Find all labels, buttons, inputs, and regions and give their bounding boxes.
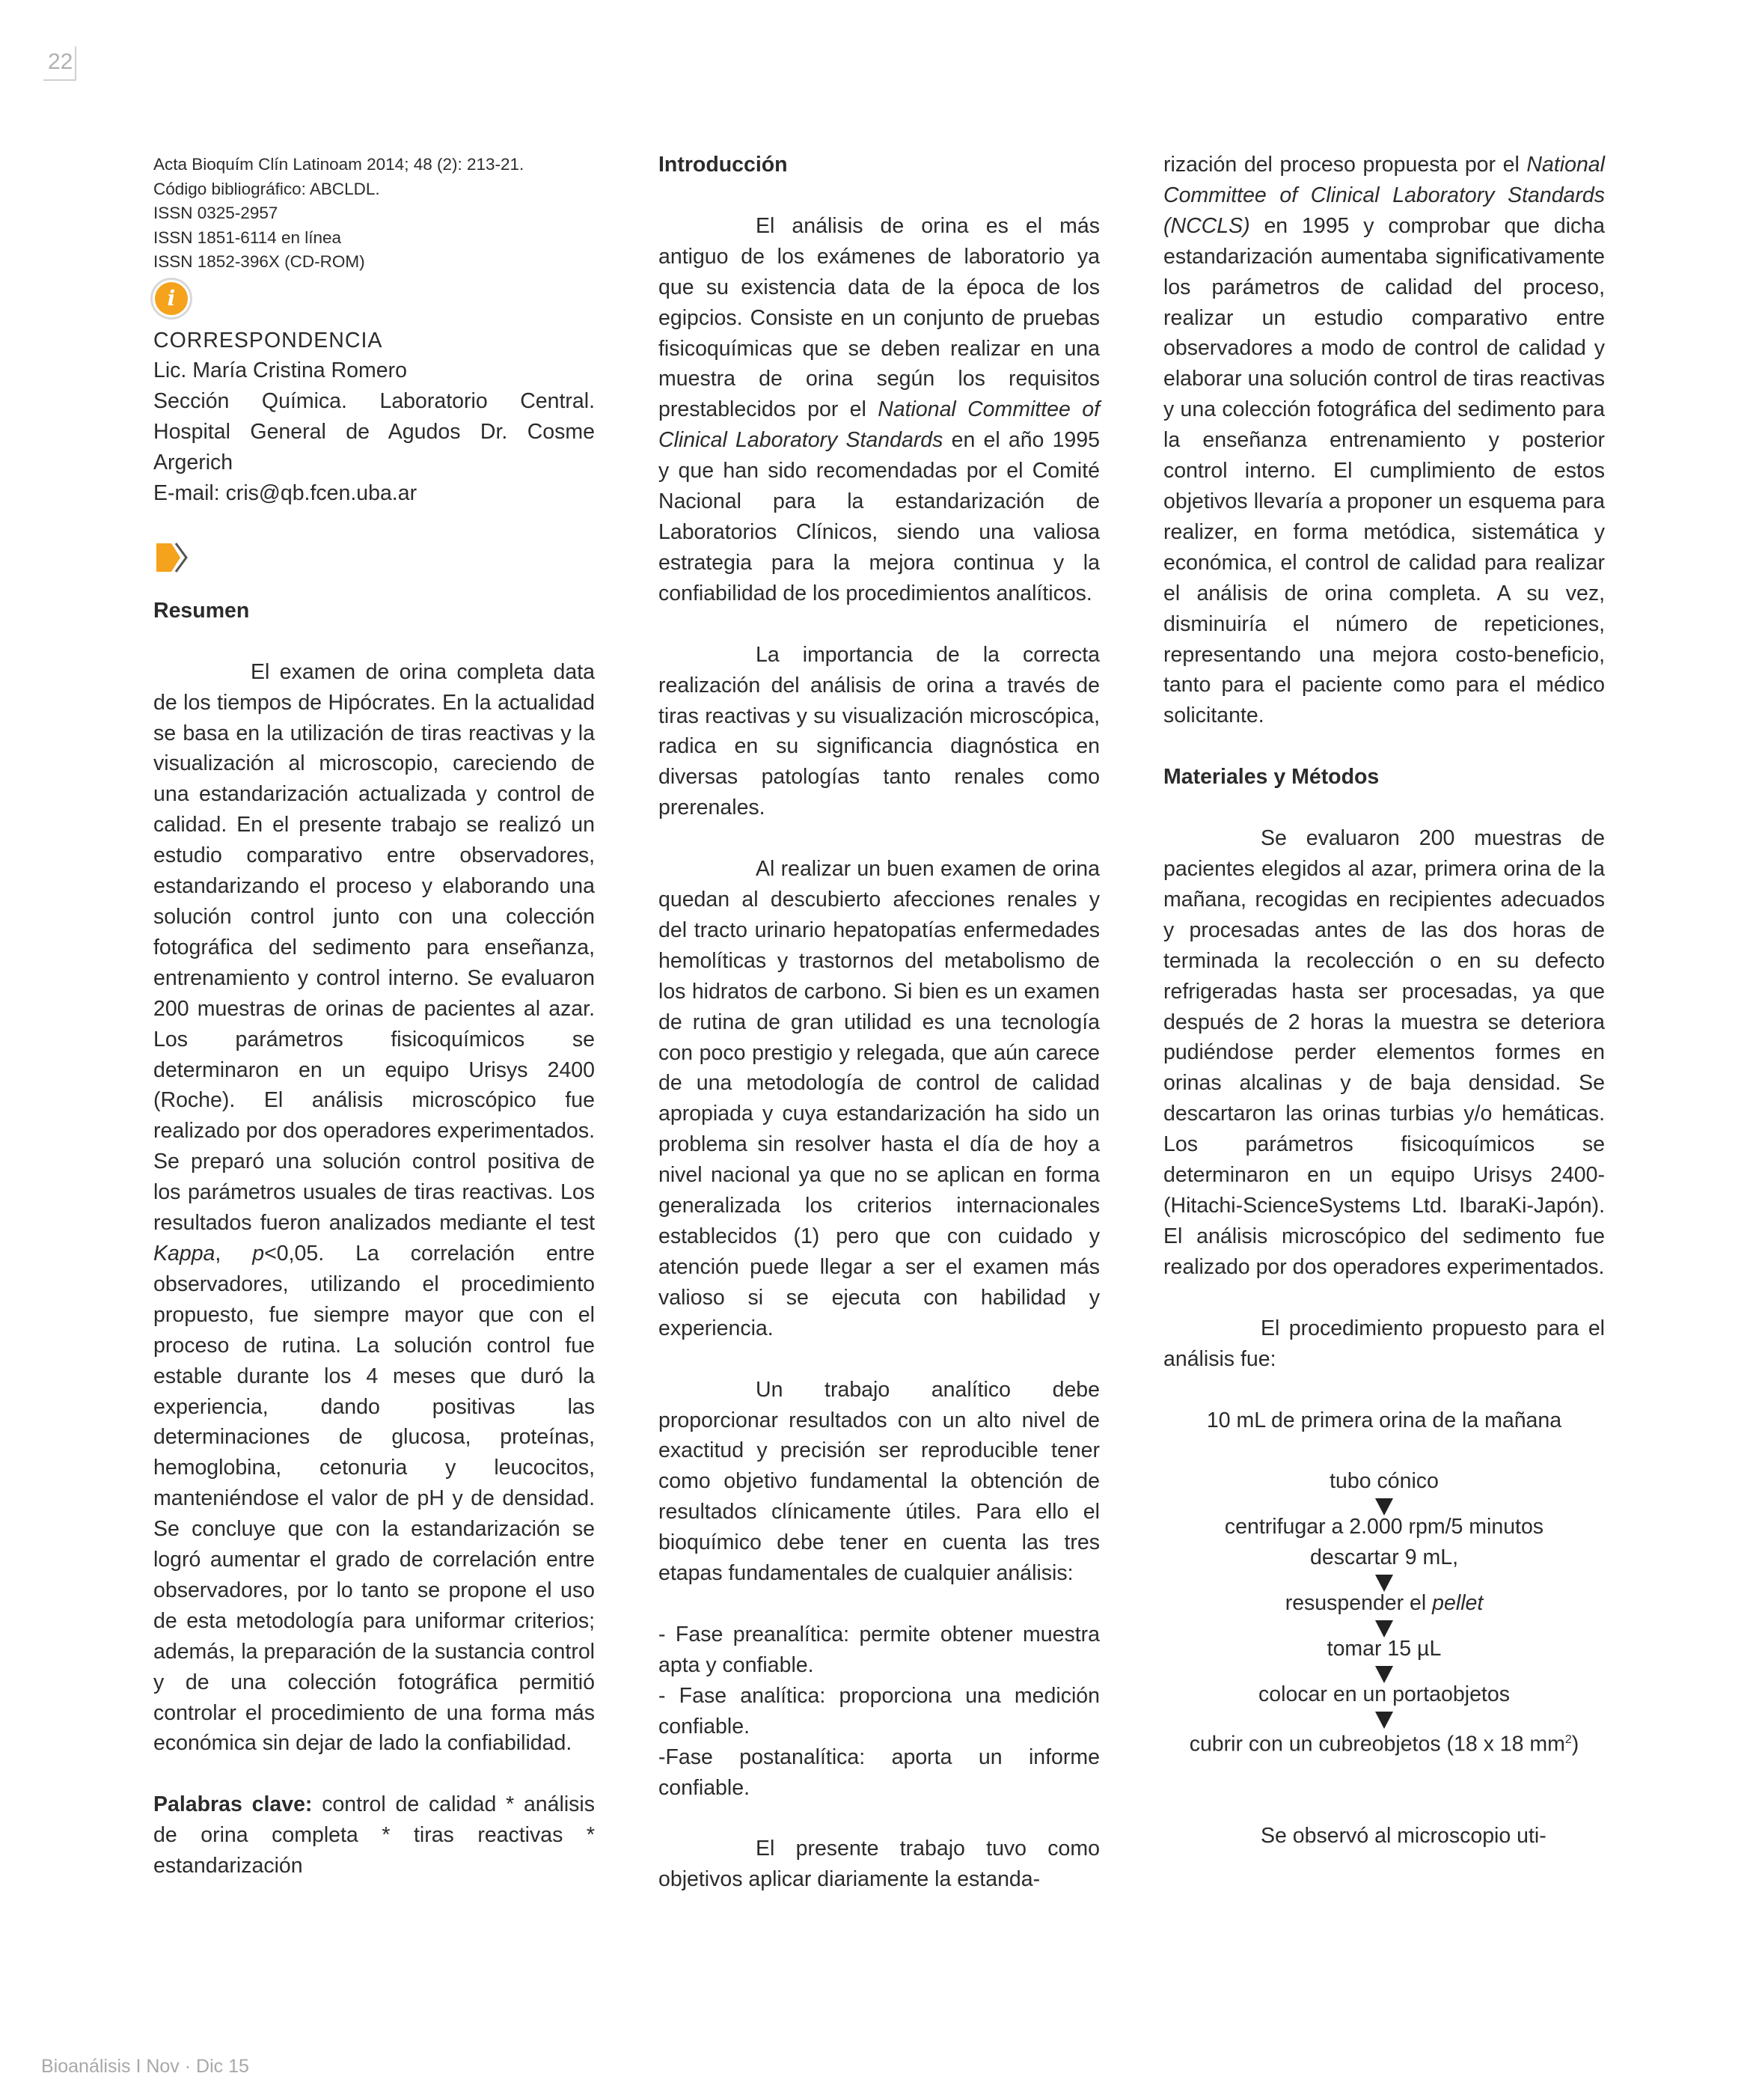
- flow-step-1: 10 mL de primera orina de la mañana: [1206, 1408, 1562, 1432]
- correspondence-name: Lic. María Cristina Romero: [153, 358, 407, 383]
- column-middle: [658, 150, 1100, 1895]
- col3-last-line: Se observó al microscopio uti-: [1261, 1824, 1546, 1849]
- intro-heading: Introducción: [658, 153, 788, 177]
- meta-code: Código bibliográfico: ABCLDL.: [153, 179, 380, 198]
- correspondence-affiliation: Sección Química. Laboratorio Central. Hospital General de Agudos Dr. Cosme Argerich: [153, 389, 595, 475]
- methods-heading: Materiales y Métodos: [1163, 765, 1380, 790]
- col3-paragraph-1: rización del proceso propuesta por el National Committee of Clinical Laboratory Standards (NCCLS) en 1995 y comprobar que dicha estandarización aumentaba significativamente los parámetros de calidad del proceso, realizar un estudio comparativo entre observadores a modo de control de calidad y elaborar una solución control de tiras reactivas y una colección fotográfica del sedimento para la enseñanza entrenamiento y posterior control interno. El cumplimiento de estos objetivos llevaría a proponer un esquema para realizer, en forma metódica, sistemática y económica, el control de calidad para realizar el análisis de orina completa. A su vez, disminuiría el número de repeticiones, representando una mejora costo-beneficio, tanto para el paciente como para el médico solicitante.: [1163, 153, 1605, 728]
- intro-paragraph-2: La importancia de la correcta realización del análisis de orina a través de tiras reactivas y su visualización microscópica, radica en su significancia diagnóstica en diversas patologías tanto renales como prerenales.: [658, 642, 1100, 820]
- intro-paragraph-4: Un trabajo analítico debe proporcionar resultados con un alto nivel de exactitud y precisión ser reproducible tener como objetivo fundamental la obtención de resultados clínicamente útiles. Para ello el bioquímico debe tener en cuenta las tres etapas fundamentales de cualquier análisis:: [658, 1377, 1100, 1586]
- flow-step-6: colocar en un portaobjetos: [1258, 1682, 1510, 1706]
- methods-paragraph-1: Se evaluaron 200 muestras de pacientes elegidos al azar, primera orina de la mañana, recogidas en recipientes adecuados y procesadas antes de las dos horas de terminada la recolección o en su defecto refrigeradas hasta ser procesadas, ya que después de 2 horas la muestra se deteriora pudiéndose perder elementos formes en orinas alcalinas y de baja densidad. Se descartaron las orinas turbias y/o hemáticas. Los parámetros fisicoquímicos se determinaron en un equipo Urisys 2400-(Hitachi-ScienceSystems Ltd. IbaraKi-Japón). El análisis microscópico del sedimento fue realizado por dos operadores experimentados.: [1163, 826, 1605, 1279]
- flow-step-4: resuspender el pellet: [1285, 1591, 1484, 1616]
- methods-paragraph-2: El procedimiento propuesto para el análisis fue:: [1163, 1316, 1605, 1371]
- correspondence-title: CORRESPONDENCIA: [153, 328, 383, 352]
- page-footer: Bioanálisis I Nov · Dic 15: [41, 2056, 249, 2077]
- page-number: 22: [43, 46, 76, 81]
- column-left: [153, 150, 595, 1881]
- keywords: Palabras clave: control de calidad * análisis de orina completa * tiras reactivas * estandarización: [153, 1792, 595, 1878]
- phase-postanalytic: -Fase postanalítica: aporta un informe confiable.: [658, 1745, 1100, 1800]
- kappa-term: Kappa: [153, 1241, 215, 1266]
- correspondence-email: E-mail: cris@qb.fcen.uba.ar: [153, 481, 417, 506]
- info-icon: i: [155, 282, 188, 315]
- meta-citation: Acta Bioquím Clín Latinoam 2014; 48 (2): 213-21.: [153, 155, 524, 174]
- flow-step-2: tubo cónico: [1330, 1469, 1439, 1494]
- flow-step-3a: centrifugar a 2.000 rpm/5 minutos: [1224, 1515, 1544, 1539]
- column-right: [1163, 150, 1605, 1852]
- arrow-icon: [155, 539, 189, 576]
- keywords-label: Palabras clave:: [153, 1792, 313, 1817]
- abstract-text: El examen de orina completa data de los tiempos de Hipócrates. En la actualidad se basa en la utilización de tiras reactivas y la visualización al microscopio, careciendo de una estandarización actualizada y control de calidad. En el presente trabajo se realizó un estudio comparativo entre observadores, estandarizando el proceso y elaborando una solución control junto con una colección fotográfica del sedimento para enseñanza, entrenamiento y control interno. Se evaluaron 200 muestras de orinas de pacientes al azar. Los parámetros fisicoquímicos se determinaron en un equipo Urisys 2400 (Roche). El análisis microscópico fue realizado por dos operadores experimentados. Se preparó una solución control positiva de los parámetros usuales de tiras reactivas. Los resultados fueron analizados mediante el test Kappa, p<0,05. La correlación entre observadores, utilizando el procedimiento propuesto, fue siempre mayor que con el proceso de rutina. La solución control fue estable durante los 4 meses que duró la experiencia, dando positivas las determinaciones de glucosa, proteínas, hemoglobina, cetonuria y leucocitos, manteniéndose el valor de pH y de densidad. Se concluye que con la estandarización se logró aumentar el grado de correlación entre observadores, por lo tanto se propone el uso de esta metodología para uniformar criterios; además, la preparación de la sustancia control y de una colección fotográfica permitió controlar el procedimiento de una forma más económica sin dejar de lado la confiabilidad.: [153, 659, 596, 1756]
- p-value-symbol: p: [252, 1241, 265, 1266]
- meta-issn-print: ISSN 0325-2957: [153, 204, 278, 222]
- correspondence-block: [153, 326, 595, 509]
- meta-issn-online: ISSN 1851-6114 en línea: [153, 228, 342, 247]
- procedure-flowchart: [1163, 1405, 1605, 1760]
- meta-issn-cdrom: ISSN 1852-396X (CD-ROM): [153, 252, 365, 271]
- phase-preanalytic: - Fase preanalítica: permite obtener muestra apta y confiable.: [658, 1622, 1100, 1677]
- phase-analytic: - Fase analítica: proporciona una medición confiable.: [658, 1683, 1100, 1739]
- journal-meta: [153, 153, 595, 275]
- flow-step-7: cubrir con un cubreobjetos (18 x 18 $mm^2$): [1189, 1732, 1579, 1756]
- flow-step-5: tomar 15 µL: [1327, 1637, 1442, 1661]
- abstract-heading: Resumen: [153, 598, 250, 623]
- intro-paragraph-5: El presente trabajo tuvo como objetivos aplicar diariamente la estanda-: [658, 1837, 1100, 1892]
- flow-step-3b: descartar 9 mL,: [1310, 1545, 1458, 1570]
- intro-paragraph-1: El análisis de orina es el más antiguo de los exámenes de laboratorio ya que su existencia data de la época de los egipcios. Consiste en un conjunto de pruebas fisicoquímicas que se deben realizar en una muestra de orina según los requisitos prestablecidos por el National Committee of Clinical Laboratory Standards en el año 1995 y que han sido recomendadas por el Comité Nacional para la estandarización de Laboratorios Clínicos, siendo una valiosa estrategia para la mejora continua y la confiabilidad de los procedimientos analíticos.: [658, 213, 1100, 605]
- intro-paragraph-3: Al realizar un buen examen de orina quedan al descubierto afecciones renales y del tracto urinario hepatopatías enfermedades hemolíticas y trastornos del metabolismo de los hidratos de carbono. Si bien es un examen de rutina de gran utilidad es una tecnología con poco prestigio y relegada, que aún carece de una metodología de control de calidad apropiada y cuya estandarización ha sido un problema sin resolver hasta el día de hoy a nivel nacional ya que no se aplican en forma generalizada los criterios internacionales establecidos (1) pero que con cuidado y atención puede llegar a ser el examen más valioso si se ejecuta con habilidad y experiencia.: [658, 857, 1100, 1340]
